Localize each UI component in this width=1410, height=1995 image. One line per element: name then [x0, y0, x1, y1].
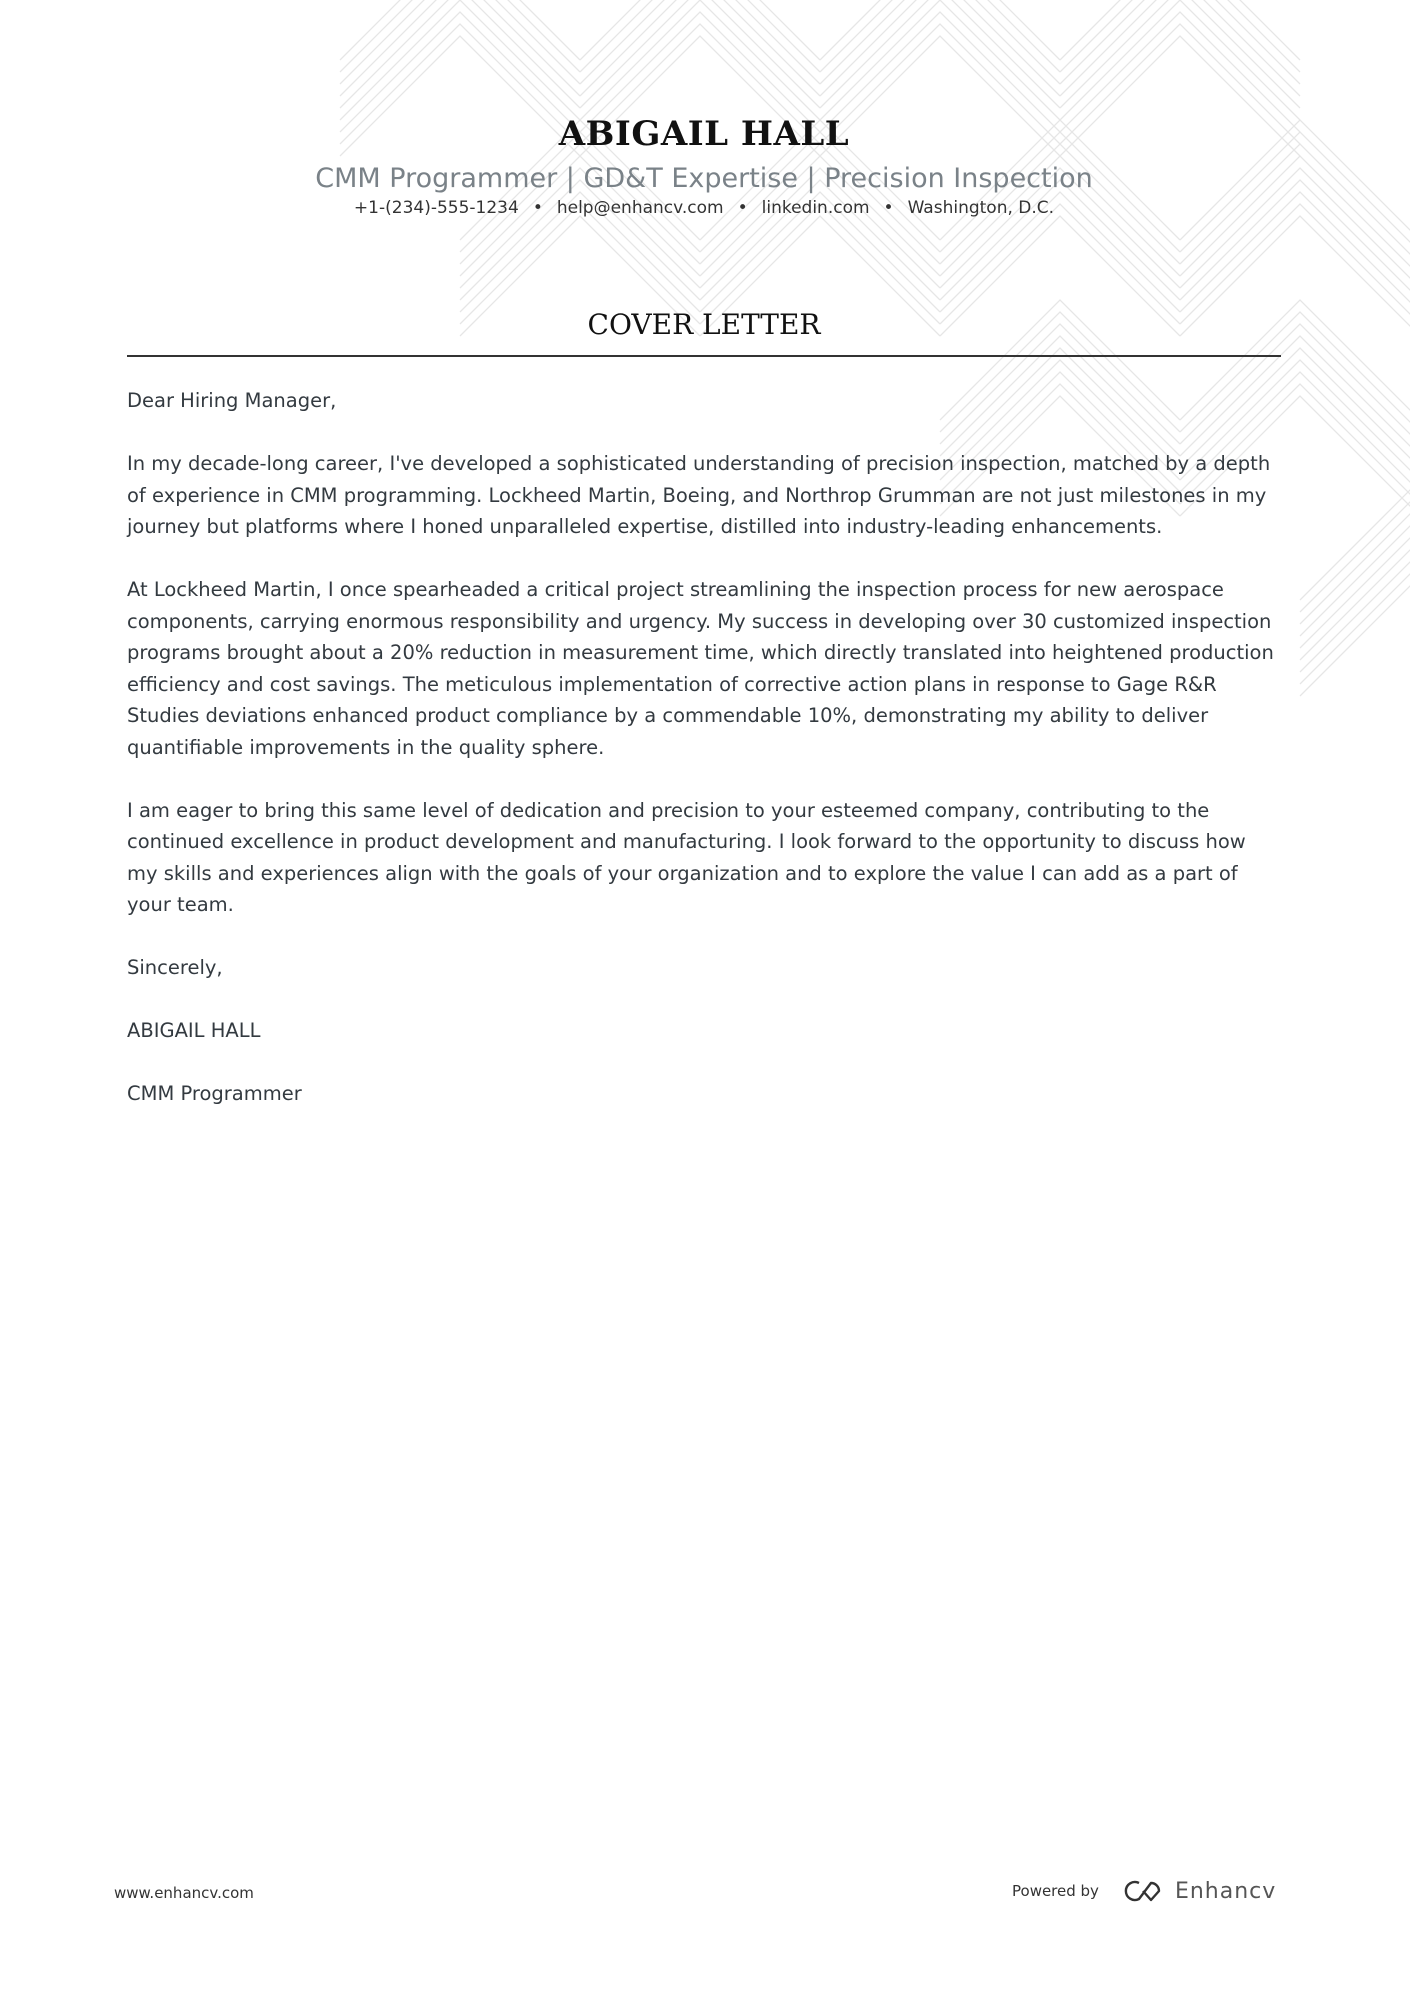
chevron-line [1060, 0, 1300, 108]
powered-by[interactable] [1012, 1878, 1276, 1904]
brand-name: Enhancv [1174, 1878, 1277, 1904]
chevron-line [820, 0, 1060, 60]
chevron-line [1300, 540, 1410, 660]
chevron-line [1300, 492, 1410, 612]
chevron-line [1300, 576, 1410, 696]
contact-location: Washington, D.C. [907, 198, 1055, 218]
signature-name: ABIGAIL HALL [127, 1019, 261, 1042]
chevron-line [580, 0, 820, 60]
section-divider [127, 355, 1281, 357]
chevron-line [1060, 0, 1300, 60]
section-title: COVER LETTER [587, 308, 821, 341]
chevron-line [1180, 204, 1410, 324]
chevron-line [1300, 516, 1410, 636]
letter-paragraph: In my decade-long career, I've developed a sophisticated understanding of precision inspection, matched by a depth of experience in CMM programming. Lockheed Martin, Boeing, and Northrop Grumman are not just milestones in my journey but platforms where I honed unparalleled expertise, distilled into industry-leading enhancements. [127, 452, 1271, 538]
enhancv-logo-icon [1121, 1878, 1167, 1904]
closing: Sincerely, [127, 956, 223, 979]
chevron-line [820, 0, 1060, 108]
chevron-line [1300, 528, 1410, 648]
chevron-line [340, 0, 580, 60]
candidate-subtitle: CMM Programmer | GD&T Expertise | Precision Inspection [315, 163, 1093, 194]
chevron-line [1300, 552, 1410, 672]
signature-title: CMM Programmer [127, 1082, 302, 1105]
contact-line [127, 198, 1281, 218]
separator-dot: • [532, 198, 543, 218]
chevron-line [1300, 564, 1410, 684]
letter-body [127, 385, 1281, 1141]
candidate-name: ABIGAIL HALL [558, 114, 850, 154]
contact-email[interactable]: help@enhancv.com [556, 198, 724, 218]
contact-linkedin[interactable]: linkedin.com [761, 198, 870, 218]
letter-paragraph: I am eager to bring this same level of dedication and precision to your esteemed company, contributing to the continued excellence in product development and manufacturing. I look forward to the opportunity to discuss how my skills and experiences align with the goals of your organization and to explore the value I can add as a part of your team. [127, 798, 1246, 916]
chevron-line [340, 0, 580, 108]
footer-website[interactable]: www.enhancv.com [114, 1884, 254, 1902]
contact-phone: +1-(234)-555-1234 [353, 198, 519, 218]
separator-dot: • [883, 198, 894, 218]
chevron-line [1300, 504, 1410, 624]
separator-dot: • [737, 198, 748, 218]
chevron-line [1300, 480, 1410, 600]
letter-paragraph: At Lockheed Martin, I once spearheaded a critical project streamlining the inspection process for new aerospace components, carrying enormous responsibility and urgency. My success in developing over 30 customized inspection programs brought about a 20% reduction in measurement time, which directly translated into heightened production efficiency and cost savings. The meticulous implementation of corrective action plans in response to Gage R&R Studies deviations enhanced product compliance by a commendable 10%, demonstrating my ability to deliver quantifiable improvements in the quality sphere. [127, 578, 1274, 759]
chevron-line [580, 0, 820, 108]
powered-by-label: Powered by [1012, 1882, 1099, 1900]
greeting: Dear Hiring Manager, [127, 389, 337, 412]
enhancv-brand [1121, 1878, 1276, 1904]
